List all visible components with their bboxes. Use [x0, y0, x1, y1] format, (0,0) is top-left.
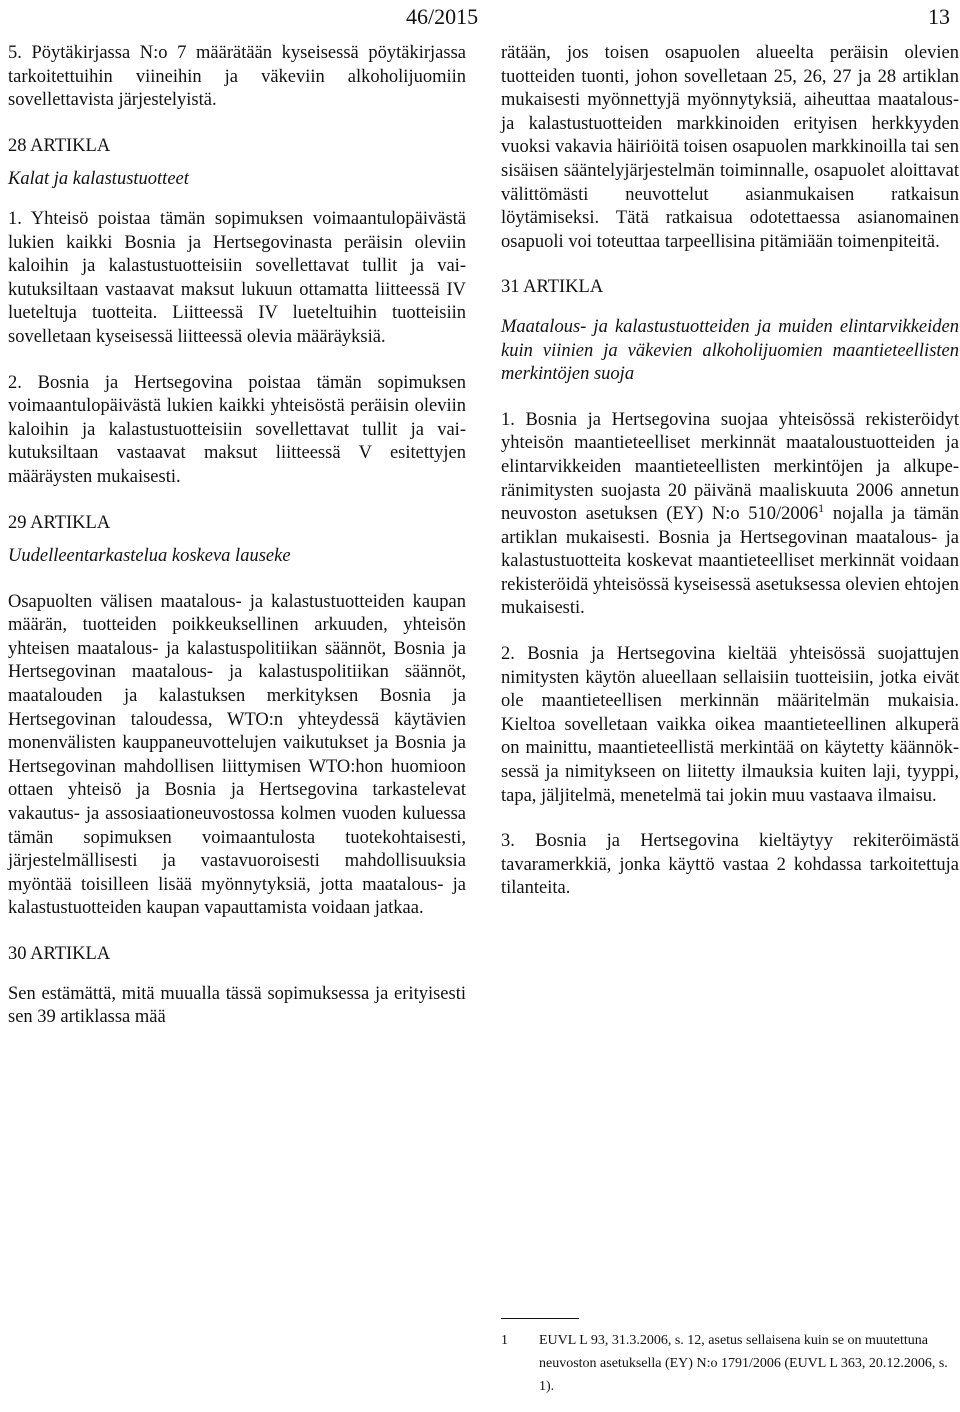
- article-30-continuation: rätään, jos toisen osapuolen alueelta peräisin olevien tuotteiden tuonti, johon sovelletaan 25, 26, 27 ja 28 artiklan mukaisesti myönnettyjä myönnytyksiä, aiheuttaa maatalous- ja kalastustuotteiden markkinoiden erityisen herkkyyden vuoksi vakavia häiriöitä toisen osapuolen markkinoilla tai sen sisäisen sääntelyjärjestelmän toiminnalle, osapuolet aloittavat välittömästi neuvottelut asianmukaisen ratkaisun löytämiseksi. Tätä ratkaisua odotettaessa asianomainen osapuoli voi toteuttaa tarpeellisina pitämiään toimenpiteitä.: [501, 43, 959, 252]
- right-column: [501, 42, 959, 901]
- footnotes: [501, 1318, 951, 1398]
- footnote-text: EUVL L 93, 31.3.2006, s. 12, asetus sellaisena kuin se on muutettuna neuvoston asetuksella (EY) N:o 1791/2006 (EUVL L 363, 20.12.2006, s. 1).: [539, 1333, 948, 1394]
- footnote-number: 1: [501, 1333, 508, 1348]
- article-30-paragraph-start: Sen estämättä, mitä muualla tässä sopimuksessa ja erityisesti sen 39 artiklassa mää: [8, 983, 466, 1028]
- article-31-paragraph-3: 3. Bosnia ja Hertsegovina kieltäytyy rekiteröimästä tavaramerkkiä, jonka käyttö vastaa 2 kohdassa tarkoitettuja tilanteita.: [501, 831, 959, 899]
- left-column: [8, 42, 466, 1030]
- article-29-heading: 29 ARTIKLA: [8, 512, 111, 533]
- issue-number: 46/2015: [406, 4, 479, 29]
- article-31-paragraph-1: [501, 409, 959, 621]
- article-30-heading: 30 ARTIKLA: [8, 944, 111, 964]
- item-5-paragraph: 5. Pöytäkirjassa N:o 7 määrätään kyseisessä pöytäkirjassa tarkoitettuihin viineihin ja väkeviin alkoholijuomiin sovellettavista järjestelyistä.: [8, 43, 466, 111]
- article-28-title: Kalat ja kalastustuotteet: [8, 169, 189, 190]
- article-31-paragraph-1-text-a: 1. Bosnia ja Hertsegovina suojaa yhteisössä rekisteröidyt yhteisön maantieteelliset merkinnät maataloustuotteiden ja elintarvikkeiden maantieteellisten merkintöjen ja alkuperänimitysten suojasta 20 päivänä maaliskuuta 2006 annetun neuvoston asetuksen (EY) N:o 510/2006: [501, 409, 959, 525]
- article-28-paragraph-2: 2. Bosnia ja Hertsegovina poistaa tämän sopimuksen voimaantulopäivästä lukien kaikki yhteisöstä peräisin oleviin kaloihin ja kalastustuotteisiin sovellettavat tullit ja vaikutuksiltaan vastaavat maksut liitteessä V esitettyjen määräysten mukaisesti.: [8, 372, 466, 487]
- page-number: 13: [928, 4, 950, 29]
- article-31-heading: 31 ARTIKLA: [501, 277, 604, 298]
- article-28-paragraph-1: 1. Yhteisö poistaa tämän sopimuksen voimaantulopäivästä lukien kaikki Bosnia ja Hertsegovinasta peräisin oleviin kaloihin ja kalastustuotteisiin sovellettavat tullit ja vaikutuksiltaan vastaavat maksut lukuun ottamatta liitteessä IV lueteltuja tuotteita. Liitteessä IV lueteltuihin tuotteisiin sovelletaan kyseisessä liitteessä olevia määräyksiä.: [8, 208, 466, 347]
- footnote-1: [501, 1329, 951, 1398]
- article-31-paragraph-1-text-b: nojalla ja tämän artiklan mukaisesti. Bosnia ja Hertsegovinan maatalous- ja kalastustuotteita koskevat maantieteelliset merkinnät voidaan rekisteröidä yhteisössä kyseisessä asetuksessa olevien ehtojen mukaisesti.: [501, 504, 959, 619]
- article-31-paragraph-2: 2. Bosnia ja Hertsegovina kieltää yhteisössä suojattujen nimitysten käytön alueellaan sellaisiin tuotteisiin, jotka eivät ole maantieteellisen merkinnän määritelmän mukaisia. Kieltoa sovelletaan vaikka oikea maantieteellinen alkuperä on mainittu, maantieteellistä merkintää on käytetty käännöksessä ja nimitykseen on liitetty ilmauksia kuiten laji, tyyppi, tapa, jäljitelmä, menetelmä tai jokin muu vastaava ilmaisu.: [501, 644, 959, 806]
- article-28-heading: 28 ARTIKLA: [8, 135, 111, 156]
- footnote-reference[interactable]: 1: [818, 501, 825, 516]
- page-header: [0, 0, 960, 32]
- footnote-divider: [501, 1318, 579, 1319]
- article-29-title: Uudelleentarkastelua koskeva lauseke: [8, 546, 291, 567]
- article-29-paragraph-1: Osapuolten välisen maatalous- ja kalastustuotteiden kaupan määrän, tuotteiden poikkeuksellinen arkuuden, yhteisön yhteisen maatalous- ja kalastuspolitiikan säännöt, Bosnia ja Hertsegovinan maatalous- ja kalastuspolitiikan säännöt, maatalouden ja kalastuksen merkityksen Bosnia ja Hertsegovinan taloudessa, WTO:n yhteydessä käytävien monenvälisten kauppaneuvottelujen vaikutukset ja Bosnia ja Hertsegovinan mahdollisen liittymisen WTO:hon huomioon ottaen yhteisö ja Bosnia ja Hertsegovina tarkastelevat vakautus- ja assosiaationeuvostossa kolmen vuoden kuluessa tämän sopimuksen voimaantulosta tuotekohtaisesti, järjestelmällisesti ja vastavuoroisesti mahdollisuuksia myöntää toisilleen lisää myönnytyksiä, jotta maatalous- ja kalastustuotteiden kaupan vapauttamista voidaan jatkaa.: [8, 591, 466, 919]
- article-31-title: Maatalous- ja kalastustuotteiden ja muiden elintarvikkeiden kuin viinien ja väkevien alkoholijuomien maantieteellisten merkintöjen suoja: [501, 316, 959, 385]
